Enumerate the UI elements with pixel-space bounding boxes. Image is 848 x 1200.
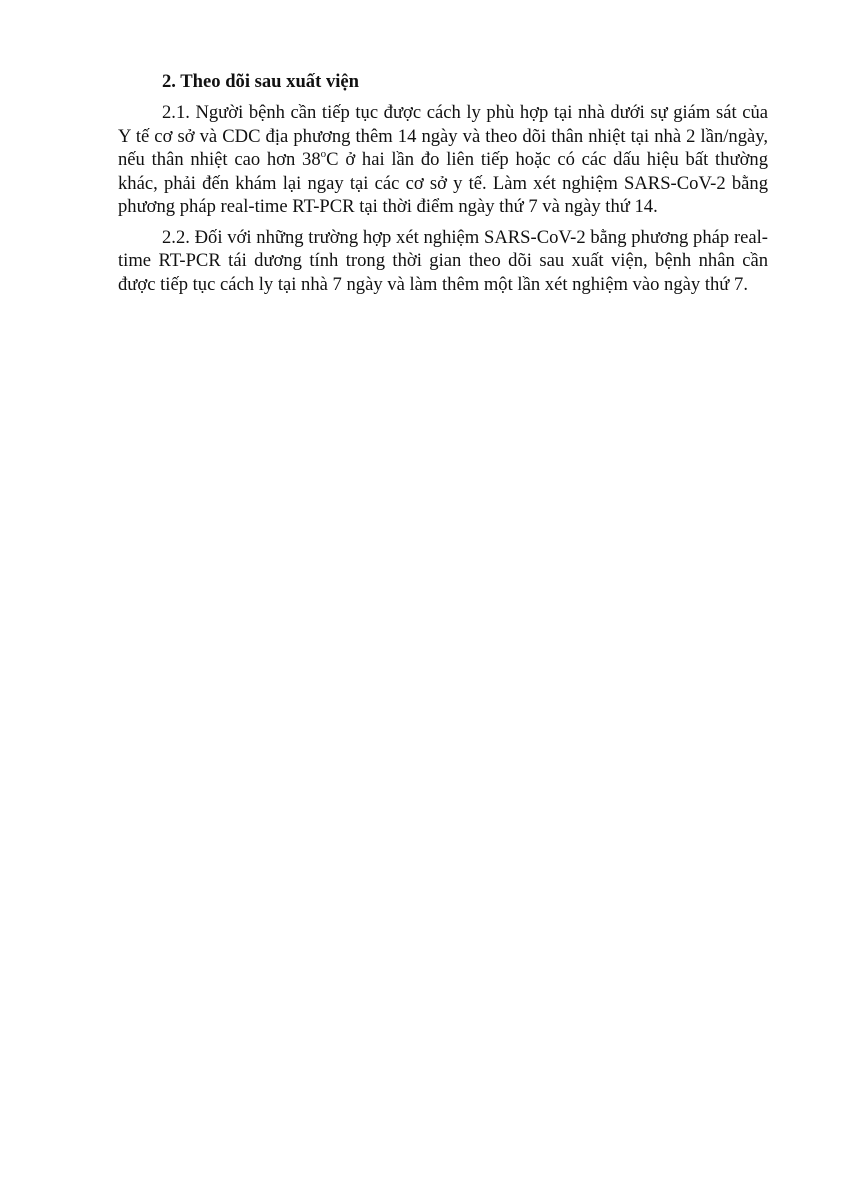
document-body bbox=[118, 71, 768, 303]
paragraph-2-1-text-start: 2.1. Người bệnh cần tiếp tục được cách ly phù hợp tại nhà dưới sự giám sát của Y tế cơ sở và CDC địa phương thêm 14 ngày và theo dõi thân nhiệt tại nhà 2 lần/ngày, nếu thân nhiệt cao hơn 38 bbox=[118, 102, 768, 170]
paragraph-2-2: 2.2. Đối với những trường hợp xét nghiệm SARS-CoV-2 bằng phương pháp real-time RT-PCR tái dương tính trong thời gian theo dõi sau xuất viện, bệnh nhân cần được tiếp tục cách ly tại nhà 7 ngày và làm thêm một lần xét nghiệm vào ngày thứ 7. bbox=[118, 226, 768, 295]
paragraph-2-1 bbox=[118, 101, 768, 219]
section-heading: 2. Theo dõi sau xuất viện bbox=[162, 71, 360, 92]
degree-superscript: o bbox=[320, 147, 327, 160]
paragraph-2-1-text-end: C ở hai lần đo liên tiếp hoặc có các dấu hiệu bất thường khác, phải đến khám lại ngay tại các cơ sở y tế. Làm xét nghiệm SARS-CoV-2 bằng phương pháp real-time RT-PCR tại thời điểm ngày thứ 7 và ngày thứ 14. bbox=[118, 149, 768, 217]
